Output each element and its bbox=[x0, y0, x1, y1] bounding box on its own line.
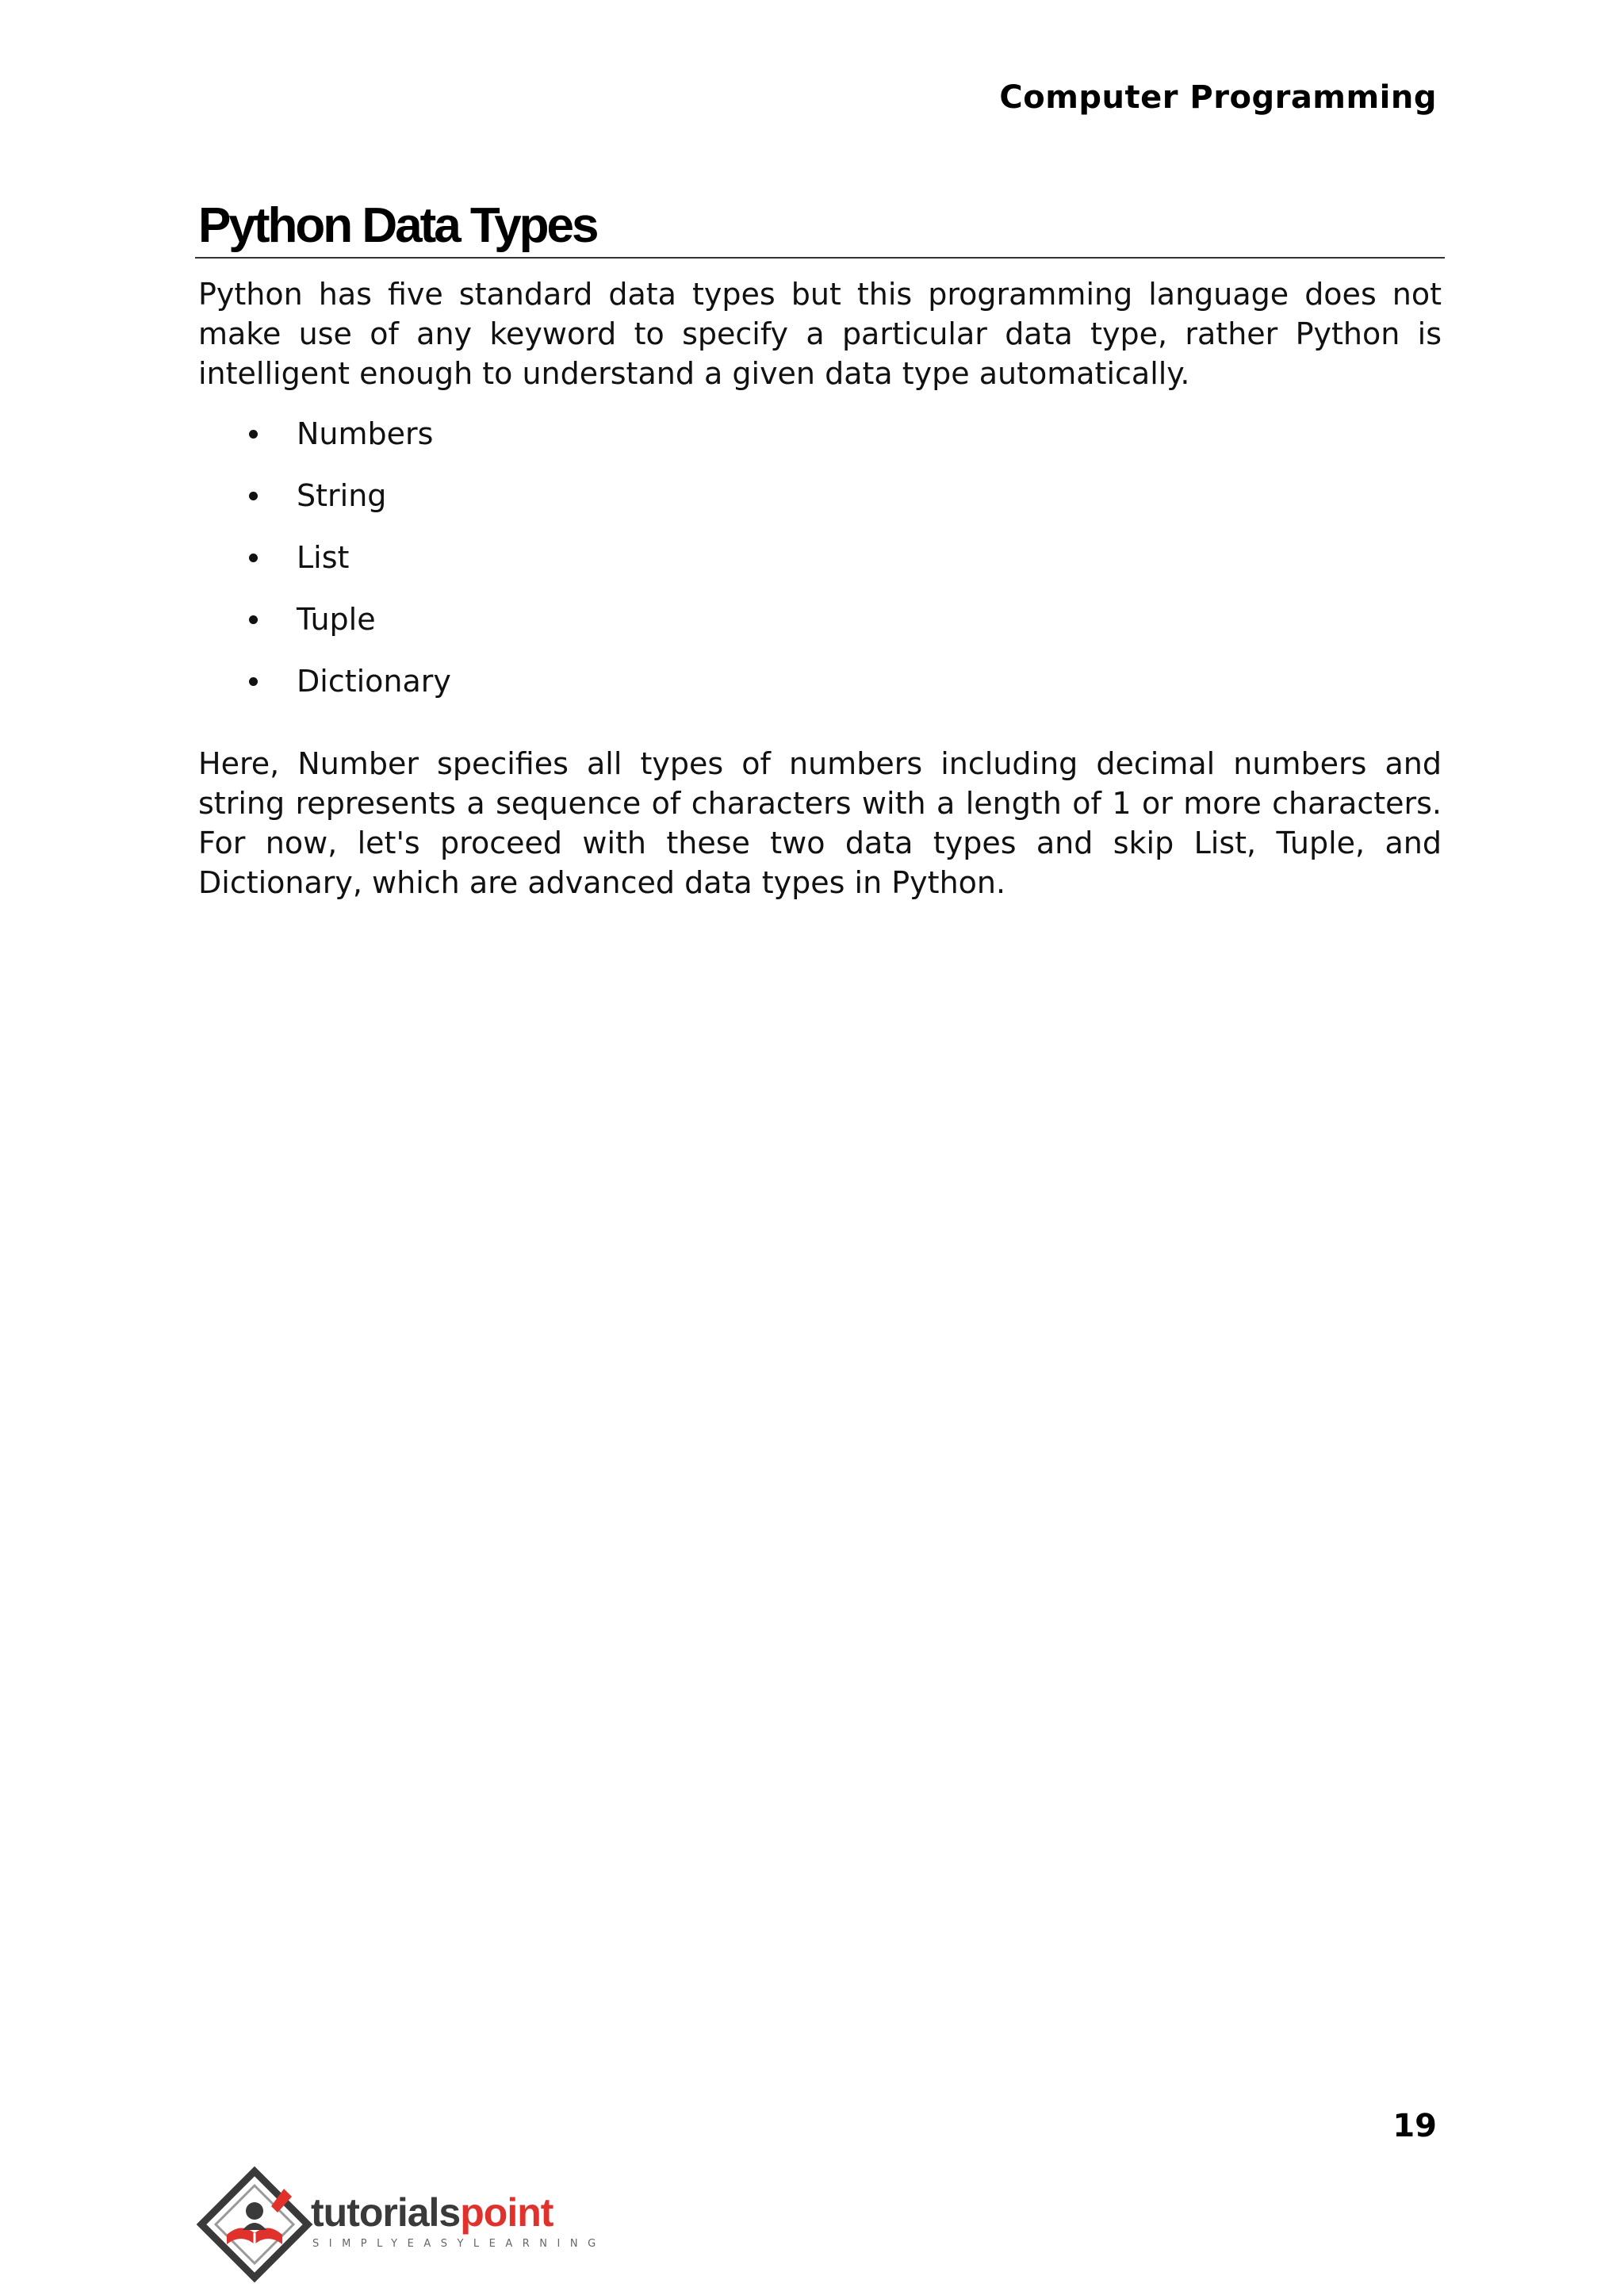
data-types-list bbox=[198, 414, 1442, 723]
list-item-label: Dictionary bbox=[297, 664, 451, 699]
bullet-icon bbox=[249, 677, 258, 686]
logo-tagline: SIMPLYEASYLEARNING bbox=[312, 2238, 606, 2250]
content-body bbox=[198, 274, 1442, 902]
tutorialspoint-logo bbox=[195, 2165, 606, 2284]
bullet-icon bbox=[249, 615, 258, 624]
logo-word-primary: tutorials bbox=[311, 2190, 461, 2235]
list-item bbox=[198, 600, 1442, 661]
list-item-label: List bbox=[297, 540, 350, 575]
logo-wordmark bbox=[311, 2190, 553, 2235]
list-item bbox=[198, 661, 1442, 723]
page-number: 19 bbox=[1392, 2108, 1437, 2144]
bullet-icon bbox=[249, 492, 258, 500]
running-header: Computer Programming bbox=[999, 79, 1437, 116]
list-item-label: Numbers bbox=[297, 416, 434, 451]
list-item bbox=[198, 538, 1442, 600]
heading-underline bbox=[195, 257, 1445, 259]
bullet-icon bbox=[249, 554, 258, 562]
list-item-label: String bbox=[297, 478, 387, 513]
list-item bbox=[198, 414, 1442, 476]
section-heading: Python Data Types bbox=[198, 198, 597, 253]
diamond-book-reader-icon bbox=[195, 2165, 314, 2284]
intro-paragraph: Python has five standard data types but this programming language does not make use of any keyword to specify a particular data type, rather Python is intelligent enough to understand a given data type automatically. bbox=[198, 277, 1442, 391]
logo-word-accent: point bbox=[460, 2190, 553, 2235]
list-item-label: Tuple bbox=[297, 602, 376, 637]
bullet-icon bbox=[249, 430, 258, 439]
outro-paragraph: Here, Number specifies all types of numbers including decimal numbers and string represents a sequence of characters with a length of 1 or more characters. For now, let's proceed with these two data types and skip List, Tuple, and Dictionary, which are advanced data types in Python. bbox=[198, 746, 1442, 900]
list-item bbox=[198, 476, 1442, 538]
